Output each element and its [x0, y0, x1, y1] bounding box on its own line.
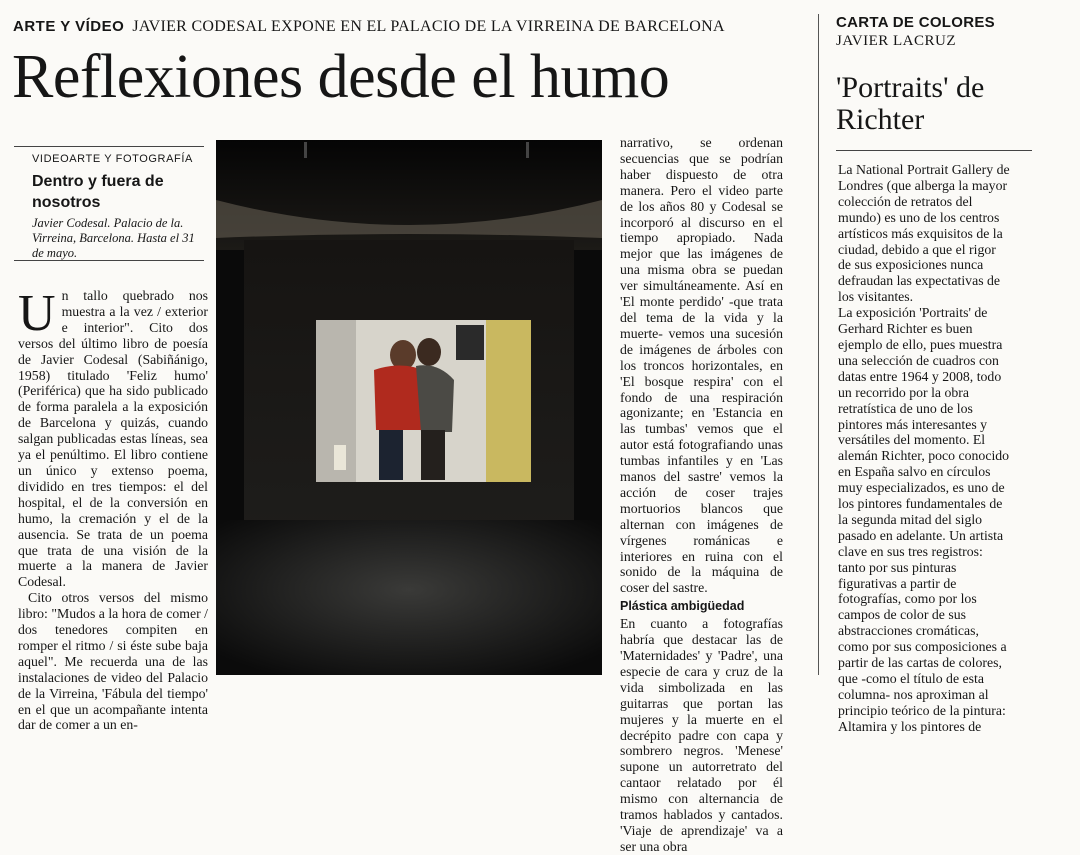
infobox-details: Javier Codesal. Palacio de la. Virreina, Barcelona. Hasta el 31 de mayo. [32, 216, 195, 260]
infobox-title: Dentro y fuera de nosotros [32, 173, 164, 211]
paragraph: n tallo quebrado nos muestra a la vez / exterior e interior". Cito dos versos del último libro de poesía de Javier Codesal (Sabiñánigo, 1958) titulado 'Feliz humo' (Periférica) que ha sido publicado de forma paralela a la exposición de Barcelona y quizás, cuando salgan publicadas estas líneas, sea ya el penúltimo. El libro contiene un único y extenso poema, dividido en tres tiempos: el del hospital, el de la conversión en humo, la cremación y el de la ausencia. Se trata de un poema que trata de una visión de la muerte a la manera de Javier Codesal. [18, 288, 208, 590]
infobox-label: VIDEOARTE Y FOTOGRAFÍA [32, 153, 193, 165]
paragraph: La National Portrait Gallery de Londres (que alberga la mayor colección de retratos del mundo) es uno de los centros artísticos más exquisitos de la ciudad, debido a que el rigor de sus exposiciones nunca defraudan las expectativas de los visitantes. [838, 162, 1010, 305]
kicker-subheading: JAVIER CODESAL EXPONE EN EL PALACIO DE LA VIRREINA DE BARCELONA [132, 18, 725, 35]
infobox-top-rule [14, 146, 204, 147]
exhibition-photo [216, 140, 602, 675]
column-divider [818, 14, 819, 675]
article-column-3 [620, 135, 783, 854]
paragraph: Cito otros versos del mismo libro: "Mudos a la hora de comer / dos tenedores compiten en romper el ritmo / si éste sube baja aquel". Me recuerda una de las instalaciones de video del Palacio de la Virreina, 'Fábula del tiempo' en el que un acompañante intenta dar de comer a un en- [18, 590, 208, 733]
drop-cap: U [18, 285, 56, 342]
paragraph: En cuanto a fotografías habría que destacar las de 'Maternidades' y 'Padre', una especie de cara y cruz de la vida simbolizada en las guitarras que portan las mujeres y la muerte en el decrépito padre con capa y sombrero negros. 'Menese' supone un autorretrato del cantaor relatado por él mismo con alternancia de tramos hablados y cantados. 'Viaje de aprendizaje' va a ser una obra [620, 616, 783, 854]
sidebar-section-label: CARTA DE COLORES [836, 14, 995, 31]
gallery-installation-image [216, 140, 602, 675]
article-kicker [13, 18, 725, 36]
article-subhead: Plástica ambigüedad [620, 599, 745, 614]
paragraph: La exposición 'Portraits' de Gerhard Richter es buen ejemplo de ello, pues muestra una selección de cuadros con datas entre 1964 y 2008, todo un recorrido por la obra retratística de uno de los pintores más interesantes y versátiles del momento. El alemán Richter, poco conocido en España salvo en círculos muy especializados, es uno de los pintores fundamentales de la segunda mitad del siglo pasado en adelante. Un artista clave en sus tres registros: tanto por sus pinturas figurativas a partir de fotografías, como por los campos de color de sus abstracciones cromáticas, como por sus composiciones a partir de las cartas de colores, que -como el título de esta columna- nos aproximan al principio teórico de la pintura: Altamira y los pintores de [838, 305, 1010, 734]
paragraph: narrativo, se ordenan secuencias que se podrían haber dispuesto de otra manera. Pero el video parte de los años 80 y Codesal se incorporó al discurso en el tiempo apropiado. Nada mejor que las imágenes de una misma obra se puedan ver simultáneamente. Así en 'El monte perdido' -que trata del tema de la vida y la muerte- vemos una sucesión de imágenes de árboles con los troncos horizontales, en 'El bosque respira' con el fondo de una respiración agonizante; en 'Estancia en las tumbas' vemos que el autor está fotografiando unas tumbas infantiles y en 'Las manos del sastre' vemos la acción de coser trajes mortuorios blancos que alternan con imágenes de vírgenes románicas e interiores en ruina con el sonido de la máquina de coser del sastre. [620, 135, 783, 596]
sidebar-title: 'Portraits' de Richter [836, 71, 985, 136]
article-column-1 [18, 285, 208, 733]
sidebar-author: JAVIER LACRUZ [836, 33, 956, 49]
section-label: ARTE Y VÍDEO [13, 18, 125, 35]
sidebar-column [838, 162, 1010, 734]
sidebar-title-rule [836, 150, 1032, 151]
headline: Reflexiones desde el humo [12, 43, 670, 111]
